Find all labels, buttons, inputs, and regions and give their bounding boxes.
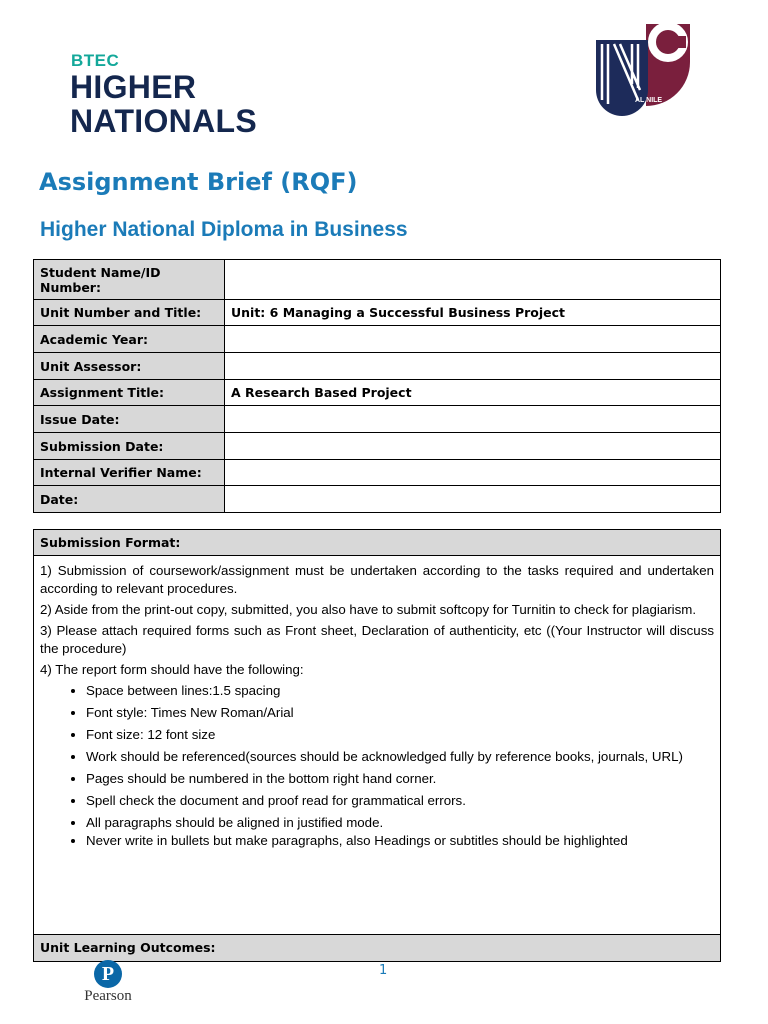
- table-row: [34, 460, 721, 486]
- submission-format-body: [34, 556, 720, 927]
- table-row: [34, 353, 721, 380]
- paragraph: 2) Aside from the print-out copy, submitted, you also have to submit softcopy for Turnitin to check for plagiarism.: [40, 602, 697, 617]
- btec-label: BTEC: [71, 51, 120, 70]
- logo-caption: AL NILE: [635, 97, 663, 104]
- row-label: Internal Verifier Name:: [34, 460, 225, 486]
- table-row: [34, 326, 721, 353]
- higher-nationals-logo-text: [70, 70, 257, 138]
- row-value: [225, 353, 721, 380]
- table-row: [34, 433, 721, 460]
- list-item: • Space between lines:1.5 spacing: [86, 682, 714, 700]
- row-label: Student Name/ID Number:: [34, 260, 225, 300]
- row-value: A Research Based Project: [225, 380, 721, 406]
- higher-text: HIGHER: [70, 69, 197, 105]
- list-item: • Pages should be numbered in the bottom right hand corner.: [86, 770, 714, 788]
- paragraph: 1) Submission of coursework/assignment must be undertaken according to the tasks required and undertaken according to relevant procedures.: [40, 563, 714, 596]
- row-value: [225, 326, 721, 353]
- row-value: [225, 486, 721, 513]
- row-value: Unit: 6 Managing a Successful Business Project: [225, 300, 721, 326]
- row-label: Submission Date:: [34, 433, 225, 460]
- list-item: • Spell check the document and proof read for grammatical errors.: [86, 792, 714, 810]
- list-item: • Font size: 12 font size: [86, 726, 714, 744]
- unit-learning-outcomes-heading: Unit Learning Outcomes:: [34, 934, 720, 961]
- row-label: Unit Assessor:: [34, 353, 225, 380]
- list-item: • Never write in bullets but make paragraphs, also Headings or subtitles should be highlighted: [86, 832, 714, 850]
- list-item: • All paragraphs should be aligned in justified mode.: [86, 814, 714, 832]
- pearson-wordmark: Pearson: [84, 988, 132, 1004]
- page-number: 1: [379, 963, 388, 978]
- diploma-subtitle: Higher National Diploma in Business: [40, 218, 408, 241]
- submission-format-box: [33, 529, 721, 962]
- row-label: Issue Date:: [34, 406, 225, 433]
- row-label: Assignment Title:: [34, 380, 225, 406]
- table-row: [34, 380, 721, 406]
- format-requirements-list: [40, 682, 714, 850]
- list-item: • Font style: Times New Roman/Arial: [86, 704, 714, 722]
- row-value: [225, 460, 721, 486]
- row-value: [225, 406, 721, 433]
- nile-college-logo: [594, 18, 694, 118]
- pearson-p-icon: P: [94, 960, 122, 988]
- row-label: Date:: [34, 486, 225, 513]
- assignment-info-table: [33, 259, 721, 513]
- paragraph: 3) Please attach required forms such as Front sheet, Declaration of authenticity, etc ((Your Instructor will discuss the procedure): [40, 623, 714, 656]
- paragraph: 4) The report form should have the following:: [40, 662, 304, 677]
- table-row: [34, 300, 721, 326]
- pearson-logo: [76, 960, 140, 1005]
- row-value: [225, 433, 721, 460]
- row-label: Academic Year:: [34, 326, 225, 353]
- nationals-text: NATIONALS: [70, 103, 257, 139]
- row-label: Unit Number and Title:: [34, 300, 225, 326]
- table-row: [34, 260, 721, 300]
- assignment-brief-title: Assignment Brief (RQF): [39, 168, 358, 196]
- table-row: [34, 486, 721, 513]
- table-row: [34, 406, 721, 433]
- row-value: [225, 260, 721, 300]
- list-item: • Work should be referenced(sources should be acknowledged fully by reference books, journals, URL): [86, 748, 714, 766]
- submission-format-heading: Submission Format:: [34, 530, 720, 556]
